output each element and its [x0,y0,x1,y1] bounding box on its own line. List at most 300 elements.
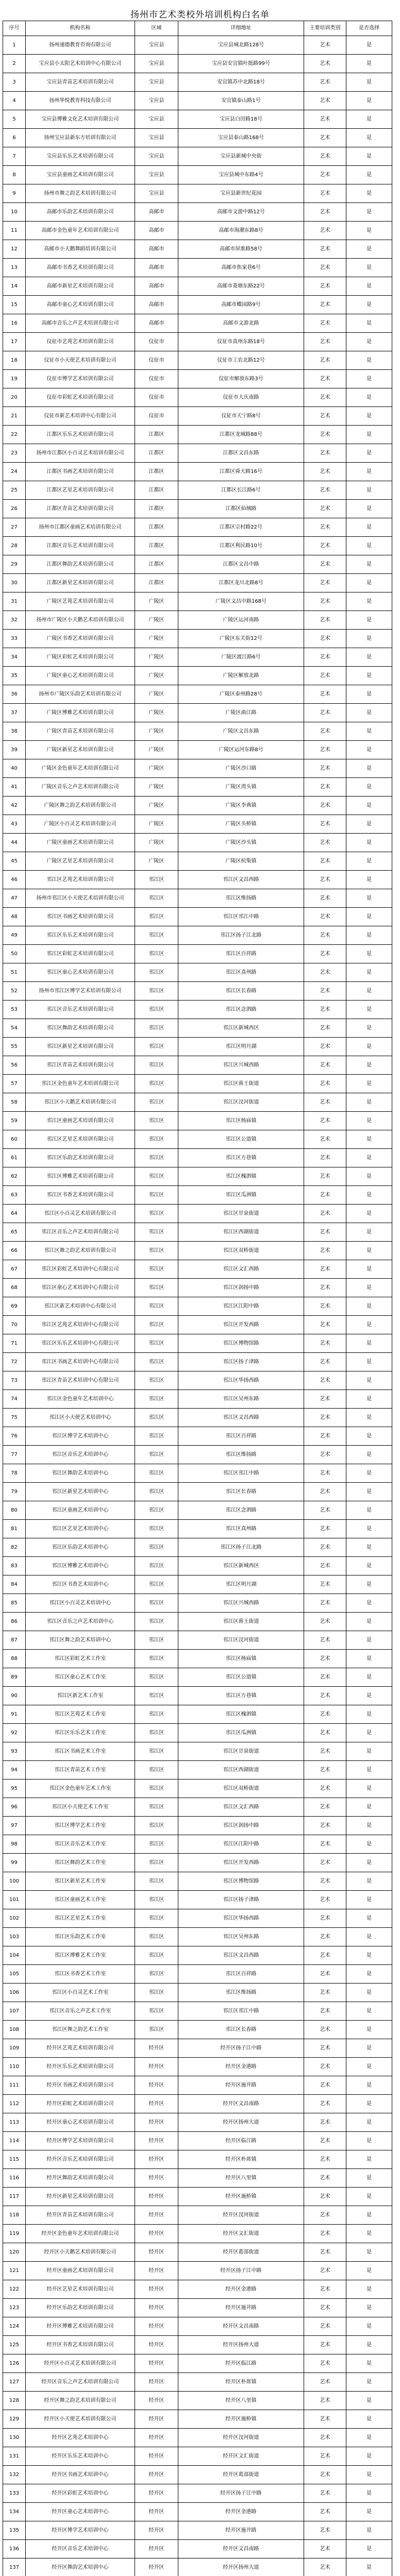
cell-district: 经开区 [135,2354,178,2373]
cell-district: 宝应县 [135,36,178,55]
cell-name: 经开区书画艺术培训中心 [26,2466,135,2484]
cell-address: 经开区金港路 [178,2058,304,2076]
cell-no: 80 [3,1501,26,1520]
table-row [3,203,392,222]
cell-no: 89 [3,1668,26,1687]
cell-no: 74 [3,1390,26,1409]
table-row [3,574,392,592]
cell-district: 邗江区 [135,871,178,889]
table-row [3,2058,392,2076]
cell-name: 邗江区音乐艺术培训中心 [26,1446,135,1464]
cell-no: 108 [3,2021,26,2039]
cell-no: 12 [3,240,26,259]
cell-no: 21 [3,407,26,426]
cell-name: 邗江区小天使艺术培训中心 [26,1409,135,1427]
cell-name: 邗江区舞韵艺术培训中心 [26,1464,135,1483]
cell-selected: 是 [346,203,392,222]
cell-name: 经开区艺苑艺术培训有限公司 [26,2039,135,2058]
cell-district: 邗江区 [135,1093,178,1112]
cell-selected: 是 [346,481,392,500]
cell-address: 经开区临江路 [178,2132,304,2150]
cell-selected: 是 [346,1872,392,1891]
cell-no: 7 [3,147,26,166]
cell-name: 经开区舞韵艺术培训有限公司 [26,2169,135,2188]
cell-type: 艺术 [304,2206,346,2225]
cell-type: 艺术 [304,370,346,388]
cell-type: 艺术 [304,611,346,630]
cell-selected: 是 [346,2317,392,2336]
cell-name: 邗江区书画艺术培训有限公司 [26,908,135,926]
cell-address: 经开区扬子江中路 [178,2262,304,2280]
cell-type: 艺术 [304,444,346,463]
cell-district: 宝应县 [135,129,178,147]
cell-district: 经开区 [135,2039,178,2058]
cell-type: 艺术 [304,351,346,370]
cell-selected: 是 [346,426,392,444]
cell-selected: 是 [346,945,392,963]
cell-name: 邗江区书香艺术培训有限公司 [26,1186,135,1205]
cell-address: 邗江区西湖街道 [178,1223,304,1242]
cell-district: 邗江区 [135,1946,178,1965]
cell-address: 经开区扬州大道 [178,2113,304,2132]
cell-name: 江都区乐乐艺术培训有限公司 [26,426,135,444]
cell-selected: 是 [346,2447,392,2466]
cell-no: 76 [3,1427,26,1446]
cell-no: 3 [3,73,26,92]
cell-district: 经开区 [135,2095,178,2113]
table-row [3,1817,392,1835]
table-row [3,963,392,982]
cell-name: 邗江区乐乐艺术培训中心有限公司 [26,1334,135,1353]
cell-district: 邗江区 [135,1798,178,1817]
cell-address: 经开区文昌南路 [178,2540,304,2558]
cell-name: 仪征市彩虹艺术培训有限公司 [26,388,135,407]
cell-selected: 是 [346,1594,392,1613]
table-row [3,1798,392,1817]
table-row [3,1260,392,1279]
cell-district: 经开区 [135,2206,178,2225]
table-row [3,1464,392,1483]
cell-address: 邗江区扬子津路 [178,1891,304,1909]
cell-address: 邗江区槐泗镇 [178,1705,304,1724]
cell-selected: 是 [346,444,392,463]
column-header-no: 序号 [3,21,26,36]
table-row [3,834,392,852]
cell-district: 经开区 [135,2466,178,2484]
cell-no: 18 [3,351,26,370]
cell-district: 邗江区 [135,1223,178,1242]
cell-name: 经开区乐乐艺术培训有限公司 [26,2058,135,2076]
cell-type: 艺术 [304,1483,346,1501]
cell-no: 23 [3,444,26,463]
cell-district: 邗江区 [135,1835,178,1854]
cell-name: 经开区小天鹅艺术培训有限公司 [26,2243,135,2262]
table-row [3,2410,392,2429]
cell-type: 艺术 [304,555,346,574]
cell-district: 广陵区 [135,759,178,778]
cell-name: 扬州市舞之韵艺术培训有限公司 [26,184,135,203]
cell-name: 经开区彩虹艺术培训中心 [26,2484,135,2503]
cell-address: 邗江区邗江中路 [178,1464,304,1483]
cell-no: 122 [3,2280,26,2299]
cell-no: 52 [3,982,26,1001]
cell-address: 宝应县城中东路4号 [178,166,304,184]
cell-selected: 是 [346,1928,392,1946]
cell-selected: 是 [346,240,392,259]
cell-name: 经开区音乐艺术培训中心 [26,2540,135,2558]
cell-no: 128 [3,2392,26,2410]
cell-no: 36 [3,685,26,704]
cell-selected: 是 [346,2002,392,2021]
cell-no: 37 [3,704,26,722]
cell-name: 宝应县小太阳艺术培训中心有限公司 [26,55,135,73]
cell-name: 邗江区博雅艺术工作室 [26,1946,135,1965]
cell-type: 艺术 [304,945,346,963]
cell-name: 经开区舞韵艺术培训中心 [26,2558,135,2576]
cell-address: 广陵区李典镇 [178,796,304,815]
cell-type: 艺术 [304,741,346,759]
cell-no: 26 [3,500,26,518]
cell-selected: 是 [346,110,392,129]
cell-district: 经开区 [135,2132,178,2150]
cell-type: 艺术 [304,537,346,555]
table-row [3,2150,392,2169]
cell-no: 111 [3,2076,26,2095]
cell-selected: 是 [346,500,392,518]
cell-name: 江都区音乐艺术培训有限公司 [26,537,135,555]
cell-type: 艺术 [304,1891,346,1909]
table-row [3,1780,392,1798]
cell-type: 艺术 [304,889,346,908]
cell-district: 广陵区 [135,834,178,852]
cell-type: 艺术 [304,2169,346,2188]
cell-type: 艺术 [304,1056,346,1075]
table-row [3,2299,392,2317]
cell-selected: 是 [346,722,392,741]
cell-address: 经开区文汇街道 [178,2447,304,2466]
cell-name: 邗江区舞之韵艺术培训中心 [26,1631,135,1650]
cell-address: 高邮市屏淮路58号 [178,240,304,259]
cell-name: 扬州市江都区小百灵艺术培训有限公司 [26,444,135,463]
cell-district: 邗江区 [135,1984,178,2002]
cell-district: 广陵区 [135,852,178,871]
cell-district: 经开区 [135,2540,178,2558]
cell-district: 邗江区 [135,2021,178,2039]
cell-district: 邗江区 [135,982,178,1001]
cell-district: 广陵区 [135,685,178,704]
column-header-type: 主要培训类别 [304,21,346,36]
cell-address: 广陵区东关街12号 [178,630,304,648]
cell-selected: 是 [346,1112,392,1130]
table-row [3,1835,392,1854]
cell-address: 邗江区明月湖 [178,1038,304,1056]
cell-no: 51 [3,963,26,982]
cell-district: 经开区 [135,2243,178,2262]
cell-selected: 是 [346,2039,392,2058]
cell-address: 邗江区百祥路 [178,1427,304,1446]
table-row [3,2503,392,2521]
cell-no: 50 [3,945,26,963]
cell-no: 63 [3,1186,26,1205]
cell-district: 宝应县 [135,166,178,184]
table-row [3,704,392,722]
cell-type: 艺术 [304,388,346,407]
table-row [3,2484,392,2503]
cell-district: 邗江区 [135,1520,178,1538]
cell-name: 邗江区小天鹅艺术培训有限公司 [26,1093,135,1112]
cell-district: 邗江区 [135,1242,178,1260]
table-row [3,685,392,704]
table-row [3,2521,392,2540]
cell-name: 邗江区小天使艺术工作室 [26,1798,135,1817]
cell-name: 江都区舞韵艺术培训有限公司 [26,555,135,574]
cell-no: 30 [3,574,26,592]
cell-district: 广陵区 [135,778,178,796]
cell-address: 邗江区长春路 [178,2021,304,2039]
table-row [3,129,392,147]
cell-address: 经开区金港路 [178,2503,304,2521]
table-row [3,778,392,796]
cell-type: 艺术 [304,1687,346,1705]
cell-address: 宝应县白田路18号 [178,110,304,129]
table-row [3,1130,392,1149]
cell-name: 经开区金色童年艺术培训有限公司 [26,2225,135,2243]
cell-address: 经开区汊河街道 [178,2429,304,2447]
cell-selected: 是 [346,1019,392,1038]
cell-address: 广陵区沙口路 [178,759,304,778]
table-row [3,2392,392,2410]
cell-district: 经开区 [135,2410,178,2429]
cell-address: 邗江区念泗路 [178,1501,304,1520]
cell-no: 65 [3,1223,26,1242]
table-row [3,426,392,444]
cell-selected: 是 [346,667,392,685]
table-row [3,815,392,834]
cell-selected: 是 [346,1186,392,1205]
cell-name: 扬州速德教育咨询有限公司 [26,36,135,55]
cell-district: 广陵区 [135,741,178,759]
table-row [3,2095,392,2113]
cell-address: 高邮市菱塘东路22号 [178,277,304,296]
cell-type: 艺术 [304,1501,346,1520]
cell-address: 广陵区渡江路6号 [178,648,304,667]
cell-no: 81 [3,1520,26,1538]
table-row [3,55,392,73]
cell-address: 广陵区泰州路28号 [178,685,304,704]
table-row [3,1946,392,1965]
cell-address: 经开区朴席镇 [178,2373,304,2392]
cell-no: 66 [3,1242,26,1260]
cell-address: 邗江区方巷镇 [178,1687,304,1705]
cell-selected: 是 [346,1464,392,1483]
cell-address: 江都区文昌东路 [178,444,304,463]
cell-selected: 是 [346,1724,392,1742]
cell-type: 艺术 [304,2058,346,2076]
cell-address: 邗江区华扬西路 [178,1371,304,1390]
cell-name: 经开区彩虹艺术培训有限公司 [26,2095,135,2113]
cell-no: 93 [3,1742,26,1761]
table-row [3,463,392,481]
cell-selected: 是 [346,1613,392,1631]
cell-no: 117 [3,2188,26,2206]
cell-name: 高邮市音乐之声艺术培训有限公司 [26,314,135,333]
table-row [3,1279,392,1297]
table-row [3,1631,392,1650]
cell-district: 邗江区 [135,1761,178,1780]
cell-name: 邗江区乐韵艺术培训中心 [26,1538,135,1557]
cell-district: 江都区 [135,463,178,481]
table-row [3,2076,392,2095]
cell-address: 经开区八里镇 [178,2392,304,2410]
cell-address: 高邮市文游中路12号 [178,203,304,222]
cell-name: 邗江区童心艺术培训中心有限公司 [26,1279,135,1297]
cell-no: 20 [3,388,26,407]
cell-type: 艺术 [304,1594,346,1613]
cell-type: 艺术 [304,1390,346,1409]
cell-district: 经开区 [135,2113,178,2132]
cell-address: 经开区施井路 [178,2299,304,2317]
cell-no: 32 [3,611,26,630]
cell-address: 邗江区瓜洲镇 [178,1724,304,1742]
cell-name: 扬州市广陵区乐韵艺术培训有限公司 [26,685,135,704]
cell-selected: 是 [346,2021,392,2039]
table-row [3,370,392,388]
cell-address: 经开区文汇街道 [178,2225,304,2243]
cell-selected: 是 [346,1668,392,1687]
cell-name: 高邮市新星艺术培训有限公司 [26,277,135,296]
cell-address: 江都区舜天路16号 [178,463,304,481]
cell-type: 艺术 [304,1854,346,1872]
cell-selected: 是 [346,92,392,110]
cell-name: 邗江区书香艺术培训中心 [26,1575,135,1594]
cell-name: 邗江区舞之韵艺术工作室 [26,2021,135,2039]
table-row [3,759,392,778]
cell-address: 经开区扬州大道 [178,2336,304,2354]
cell-type: 艺术 [304,2317,346,2336]
cell-type: 艺术 [304,648,346,667]
cell-type: 艺术 [304,1001,346,1019]
cell-type: 艺术 [304,1353,346,1371]
cell-no: 98 [3,1835,26,1854]
cell-address: 邗江区瓜洲镇 [178,1186,304,1205]
cell-no: 69 [3,1297,26,1316]
cell-address: 经开区葛部街道 [178,2243,304,2262]
cell-district: 邗江区 [135,1854,178,1872]
cell-address: 邗江区公道镇 [178,1130,304,1149]
cell-name: 邗江区书香艺术工作室 [26,1965,135,1984]
cell-selected: 是 [346,648,392,667]
cell-address: 经开区扬子江中路 [178,2039,304,2058]
cell-district: 仪征市 [135,407,178,426]
cell-address: 经开区汊河街道 [178,2206,304,2225]
cell-name: 广陵区博雅艺术培训有限公司 [26,704,135,722]
cell-district: 宝应县 [135,110,178,129]
cell-district: 宝应县 [135,184,178,203]
cell-name: 邗江区乐韵艺术工作室 [26,1928,135,1946]
cell-selected: 是 [346,1075,392,1093]
cell-no: 96 [3,1798,26,1817]
cell-address: 仪征市解放东路3号 [178,370,304,388]
cell-no: 97 [3,1817,26,1835]
cell-type: 艺术 [304,685,346,704]
cell-type: 艺术 [304,1835,346,1854]
cell-district: 高邮市 [135,277,178,296]
table-row [3,1594,392,1613]
cell-address: 邗江区维扬路 [178,1446,304,1464]
cell-district: 邗江区 [135,1705,178,1724]
cell-selected: 是 [346,704,392,722]
cell-district: 经开区 [135,2058,178,2076]
cell-address: 广陵区文昌中路168号 [178,592,304,611]
table-row [3,1872,392,1891]
cell-district: 邗江区 [135,1464,178,1483]
cell-no: 112 [3,2095,26,2113]
cell-no: 19 [3,370,26,388]
cell-name: 江都区艺星艺术培训有限公司 [26,481,135,500]
column-header-selected: 是否选择 [346,21,392,36]
table-row [3,2188,392,2206]
cell-district: 经开区 [135,2447,178,2466]
cell-name: 经开区书画艺术培训有限公司 [26,2076,135,2095]
cell-district: 邗江区 [135,1538,178,1557]
cell-selected: 是 [346,463,392,481]
table-body [3,36,392,2576]
cell-no: 84 [3,1575,26,1594]
cell-no: 6 [3,129,26,147]
cell-district: 邗江区 [135,1891,178,1909]
cell-name: 邗江区彩虹艺术培训有限公司 [26,945,135,963]
table-row [3,2447,392,2466]
cell-district: 邗江区 [135,963,178,982]
cell-selected: 是 [346,1780,392,1798]
cell-type: 艺术 [304,1038,346,1056]
cell-type: 艺术 [304,1928,346,1946]
cell-type: 艺术 [304,852,346,871]
cell-type: 艺术 [304,2429,346,2447]
table-row [3,184,392,203]
cell-address: 经开区施井路 [178,2521,304,2540]
cell-district: 邗江区 [135,1446,178,1464]
cell-no: 2 [3,55,26,73]
cell-name: 邗江区音乐之声艺术工作室 [26,2002,135,2021]
cell-selected: 是 [346,852,392,871]
table-row [3,444,392,463]
cell-no: 68 [3,1279,26,1297]
cell-district: 广陵区 [135,630,178,648]
cell-district: 邗江区 [135,1112,178,1130]
cell-type: 艺术 [304,110,346,129]
cell-selected: 是 [346,630,392,648]
cell-address: 邗江区槐泗镇 [178,1167,304,1186]
cell-selected: 是 [346,2558,392,2576]
cell-selected: 是 [346,2132,392,2150]
cell-address: 邗江区新城西区 [178,1019,304,1038]
cell-district: 邗江区 [135,1130,178,1149]
table-row [3,1984,392,2002]
cell-name: 邗江区书画艺术工作室 [26,1742,135,1761]
cell-selected: 是 [346,1167,392,1186]
cell-name: 仪征市艺苑艺术培训有限公司 [26,333,135,351]
cell-type: 艺术 [304,1112,346,1130]
cell-type: 艺术 [304,982,346,1001]
table-row [3,2243,392,2262]
cell-no: 38 [3,722,26,741]
cell-address: 邗江区真州路 [178,963,304,982]
cell-selected: 是 [346,314,392,333]
cell-type: 艺术 [304,2095,346,2113]
cell-name: 经开区音乐之声艺术培训有限公司 [26,2373,135,2392]
cell-district: 邗江区 [135,1872,178,1891]
